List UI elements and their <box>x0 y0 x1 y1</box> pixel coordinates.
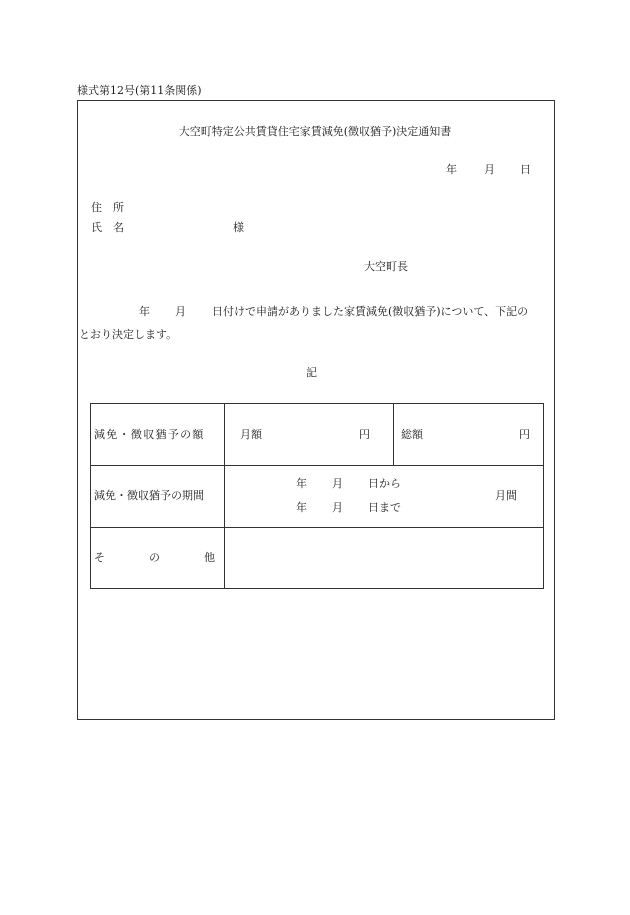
period-to-month: 月 <box>332 501 343 514</box>
body-month-label: 月 <box>175 305 186 318</box>
decision-table <box>90 403 544 589</box>
body-text-line1: 日付けで申請がありました家賃減免(徴収猶予)について、下記の <box>212 305 529 318</box>
period-from-year: 年 <box>296 477 307 490</box>
period-from-day: 日から <box>368 477 401 490</box>
table-label-divider <box>224 404 225 588</box>
period-to-year: 年 <box>296 501 307 514</box>
issuer-mayor: 大空町長 <box>364 260 408 273</box>
body-text-line2: とおり決定します。 <box>79 328 178 341</box>
date-year-label: 年 <box>446 163 457 176</box>
period-from-month: 月 <box>332 477 343 490</box>
ki-heading: 記 <box>306 366 317 379</box>
row-other-label-3: 他 <box>204 551 215 564</box>
period-months-unit: 月間 <box>495 489 517 502</box>
row-period-label: 減免・徴収猶予の期間 <box>94 489 204 502</box>
date-month-label: 月 <box>484 163 495 176</box>
table-row-divider-2 <box>91 527 543 528</box>
form-number: 様式第12号(第11条関係) <box>77 84 202 97</box>
total-amount-unit: 円 <box>519 428 530 441</box>
row-other-label-2: の <box>149 551 160 564</box>
date-day-label: 日 <box>520 163 531 176</box>
body-year-label: 年 <box>139 305 150 318</box>
row-other-label-1: そ <box>94 551 105 564</box>
honorific-sama: 様 <box>233 221 244 234</box>
monthly-amount-unit: 円 <box>359 428 370 441</box>
period-to-day: 日まで <box>368 501 401 514</box>
name-label: 氏 名 <box>91 221 124 234</box>
row-amount-label: 減免・徴収猶予の額 <box>94 428 205 441</box>
document-title: 大空町特定公共賃貸住宅家賃減免(徴収猶予)決定通知書 <box>178 125 452 138</box>
table-row-divider-1 <box>91 465 543 466</box>
total-amount-label: 総額 <box>401 428 423 441</box>
monthly-amount-label: 月額 <box>240 428 262 441</box>
address-label: 住 所 <box>91 201 124 214</box>
table-amount-divider <box>393 404 394 465</box>
